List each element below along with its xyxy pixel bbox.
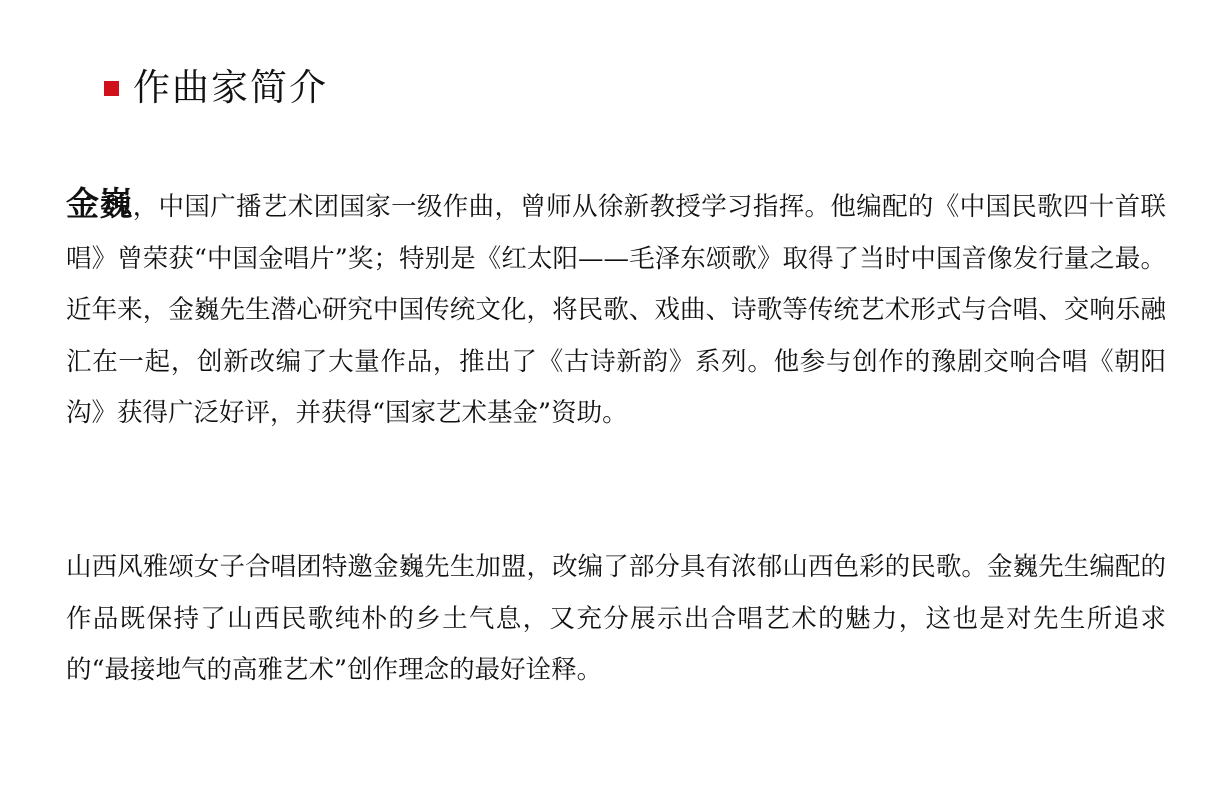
composer-name: 金巍 <box>66 184 133 223</box>
choir-paragraph-text: 山西风雅颂女子合唱团特邀金巍先生加盟，改编了部分具有浓郁山西色彩的民歌。金巍先生编配的作品既保持了山西民歌纯朴的乡土气息，又充分展示出合唱艺术的魅力，这也是对先生所追求的“最接地气的高雅艺术”创作理念的最好诠释。 <box>66 552 1166 685</box>
composer-bio-paragraph <box>66 178 1166 440</box>
red-square-bullet-icon <box>104 81 119 96</box>
bio-paragraph-text: ，中国广播艺术团国家一级作曲，曾师从徐新教授学习指挥。他编配的《中国民歌四十首联唱》曾荣获“中国金唱片”奖；特别是《红太阳——毛泽东颂歌》取得了当时中国音像发行量之最。近年来，金巍先生潜心研究中国传统文化，将民歌、戏曲、诗歌等传统艺术形式与合唱、交响乐融汇在一起，创新改编了大量作品，推出了《古诗新韵》系列。他参与创作的豫剧交响合唱《朝阳沟》获得广泛好评，并获得“国家艺术基金”资助。 <box>66 192 1166 428</box>
page-title: 作曲家简介 <box>133 66 328 109</box>
choir-paragraph <box>66 542 1166 697</box>
section-header <box>104 62 328 114</box>
